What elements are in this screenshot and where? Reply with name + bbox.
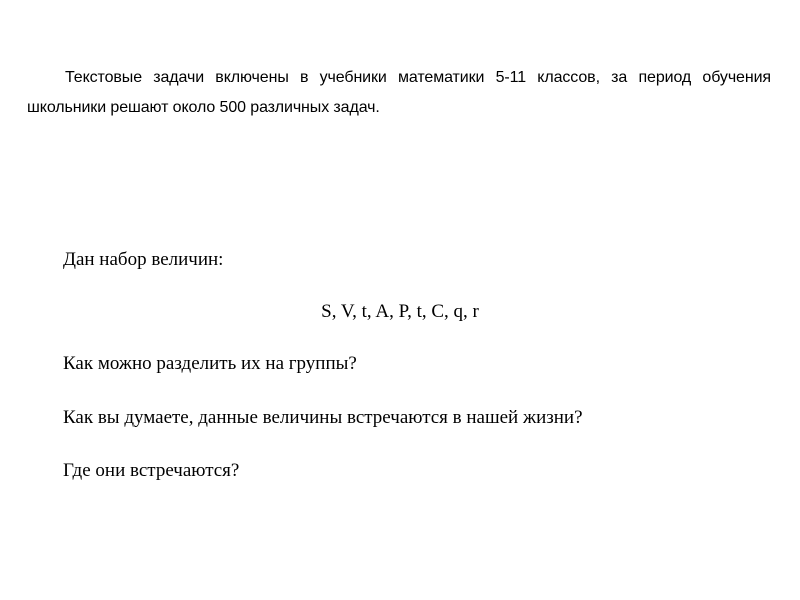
task-block	[63, 246, 753, 274]
question-group: Как можно разделить их на группы?	[63, 353, 357, 374]
task-prompt: Дан набор величин:	[63, 249, 224, 270]
quantities-list: S, V, t, A, P, t, C, q, r	[321, 301, 479, 322]
question-where: Где они встречаются?	[63, 460, 240, 481]
question-life: Как вы думаете, данные величины встречаются в нашей жизни?	[63, 407, 583, 428]
intro-paragraph: Текстовые задачи включены в учебники математики 5-11 классов, за период обучения школьники решают около 500 различных задач.	[27, 69, 771, 116]
